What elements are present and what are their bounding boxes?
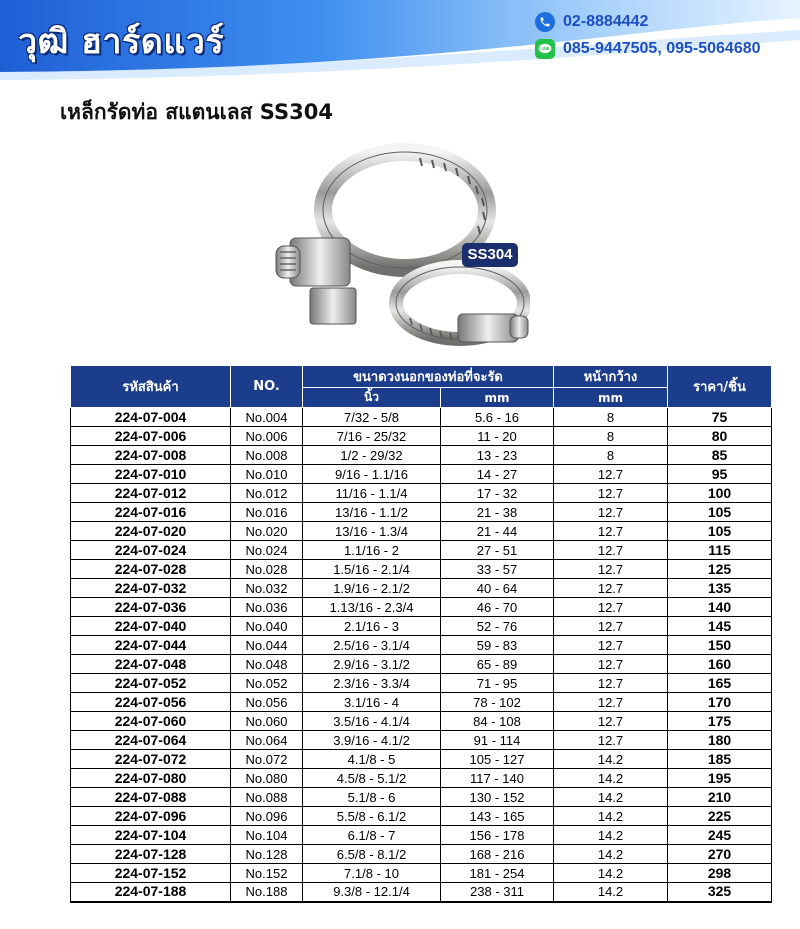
band-width-cell: 12.7 xyxy=(554,693,668,712)
size-mm-cell: 21 - 44 xyxy=(441,522,554,541)
table-row xyxy=(71,788,772,807)
price-cell: 75 xyxy=(668,408,772,427)
price-cell: 170 xyxy=(668,693,772,712)
ss304-badge: SS304 xyxy=(462,243,518,267)
band-width-cell: 12.7 xyxy=(554,503,668,522)
size-mm-cell: 46 - 70 xyxy=(441,598,554,617)
model-no-cell: No.064 xyxy=(231,731,303,750)
product-code-cell: 224-07-020 xyxy=(71,522,231,541)
model-no-cell: No.052 xyxy=(231,674,303,693)
product-code-cell: 224-07-056 xyxy=(71,693,231,712)
price-cell: 165 xyxy=(668,674,772,693)
product-code-cell: 224-07-080 xyxy=(71,769,231,788)
table-row xyxy=(71,541,772,560)
product-code-cell: 224-07-036 xyxy=(71,598,231,617)
model-no-cell: No.056 xyxy=(231,693,303,712)
model-no-cell: No.032 xyxy=(231,579,303,598)
price-cell: 135 xyxy=(668,579,772,598)
size-mm-cell: 59 - 83 xyxy=(441,636,554,655)
product-code-cell: 224-07-032 xyxy=(71,579,231,598)
header-diameter: ขนาดวงนอกของท่อที่จะรัด xyxy=(303,366,554,388)
line-app-icon xyxy=(535,39,555,59)
price-cell: 140 xyxy=(668,598,772,617)
header-width-unit: mm xyxy=(554,388,668,408)
product-code-cell: 224-07-024 xyxy=(71,541,231,560)
size-inch-cell: 1/2 - 29/32 xyxy=(303,446,441,465)
size-inch-cell: 3.5/16 - 4.1/4 xyxy=(303,712,441,731)
line-contact xyxy=(535,39,761,59)
product-code-cell: 224-07-008 xyxy=(71,446,231,465)
price-cell: 245 xyxy=(668,826,772,845)
size-inch-cell: 2.3/16 - 3.3/4 xyxy=(303,674,441,693)
product-code-cell: 224-07-060 xyxy=(71,712,231,731)
band-width-cell: 12.7 xyxy=(554,522,668,541)
price-cell: 180 xyxy=(668,731,772,750)
size-inch-cell: 3.9/16 - 4.1/2 xyxy=(303,731,441,750)
product-code-cell: 224-07-044 xyxy=(71,636,231,655)
size-mm-cell: 13 - 23 xyxy=(441,446,554,465)
header-price: ราคา/ชิ้น xyxy=(668,366,772,408)
table-row xyxy=(71,522,772,541)
band-width-cell: 14.2 xyxy=(554,826,668,845)
size-mm-cell: 33 - 57 xyxy=(441,560,554,579)
band-width-cell: 12.7 xyxy=(554,541,668,560)
price-cell: 175 xyxy=(668,712,772,731)
price-cell: 150 xyxy=(668,636,772,655)
price-cell: 105 xyxy=(668,503,772,522)
table-row xyxy=(71,484,772,503)
size-inch-cell: 1.9/16 - 2.1/2 xyxy=(303,579,441,598)
model-no-cell: No.080 xyxy=(231,769,303,788)
band-width-cell: 14.2 xyxy=(554,864,668,883)
header-width: หน้ากว้าง xyxy=(554,366,668,388)
price-cell: 195 xyxy=(668,769,772,788)
price-cell: 160 xyxy=(668,655,772,674)
product-code-cell: 224-07-028 xyxy=(71,560,231,579)
table-row xyxy=(71,503,772,522)
size-inch-cell: 2.1/16 - 3 xyxy=(303,617,441,636)
band-width-cell: 8 xyxy=(554,427,668,446)
model-no-cell: No.012 xyxy=(231,484,303,503)
size-mm-cell: 130 - 152 xyxy=(441,788,554,807)
band-width-cell: 12.7 xyxy=(554,674,668,693)
band-width-cell: 12.7 xyxy=(554,655,668,674)
size-inch-cell: 9.3/8 - 12.1/4 xyxy=(303,883,441,902)
product-code-cell: 224-07-016 xyxy=(71,503,231,522)
price-cell: 325 xyxy=(668,883,772,902)
size-inch-cell: 4.1/8 - 5 xyxy=(303,750,441,769)
product-code-cell: 224-07-040 xyxy=(71,617,231,636)
table-row xyxy=(71,636,772,655)
band-width-cell: 12.7 xyxy=(554,712,668,731)
band-width-cell: 14.2 xyxy=(554,845,668,864)
size-inch-cell: 7.1/8 - 10 xyxy=(303,864,441,883)
table-row xyxy=(71,579,772,598)
size-inch-cell: 5.1/8 - 6 xyxy=(303,788,441,807)
model-no-cell: No.088 xyxy=(231,788,303,807)
model-no-cell: No.044 xyxy=(231,636,303,655)
band-width-cell: 8 xyxy=(554,408,668,427)
size-inch-cell: 13/16 - 1.3/4 xyxy=(303,522,441,541)
table-row xyxy=(71,560,772,579)
product-code-cell: 224-07-096 xyxy=(71,807,231,826)
table-row xyxy=(71,712,772,731)
table-row xyxy=(71,674,772,693)
phone-contact xyxy=(535,12,648,32)
brand-name: วุฒิ ฮาร์ดแวร์ xyxy=(18,22,225,62)
size-inch-cell: 1.13/16 - 2.3/4 xyxy=(303,598,441,617)
band-width-cell: 14.2 xyxy=(554,788,668,807)
band-width-cell: 12.7 xyxy=(554,560,668,579)
table-row xyxy=(71,731,772,750)
size-inch-cell: 6.1/8 - 7 xyxy=(303,826,441,845)
price-cell: 105 xyxy=(668,522,772,541)
band-width-cell: 12.7 xyxy=(554,484,668,503)
svg-text:LINE: LINE xyxy=(540,46,550,52)
price-cell: 85 xyxy=(668,446,772,465)
table-row xyxy=(71,845,772,864)
product-code-cell: 224-07-052 xyxy=(71,674,231,693)
header-mm: mm xyxy=(441,388,554,408)
table-row xyxy=(71,693,772,712)
product-code-cell: 224-07-128 xyxy=(71,845,231,864)
band-width-cell: 12.7 xyxy=(554,731,668,750)
table-row xyxy=(71,807,772,826)
band-width-cell: 12.7 xyxy=(554,579,668,598)
size-inch-cell: 2.9/16 - 3.1/2 xyxy=(303,655,441,674)
size-mm-cell: 65 - 89 xyxy=(441,655,554,674)
table-row xyxy=(71,617,772,636)
model-no-cell: No.072 xyxy=(231,750,303,769)
phone-icon xyxy=(535,12,555,32)
band-width-cell: 14.2 xyxy=(554,750,668,769)
product-code-cell: 224-07-188 xyxy=(71,883,231,902)
price-cell: 95 xyxy=(668,465,772,484)
size-inch-cell: 6.5/8 - 8.1/2 xyxy=(303,845,441,864)
size-mm-cell: 105 - 127 xyxy=(441,750,554,769)
header-banner xyxy=(0,0,800,80)
model-no-cell: No.060 xyxy=(231,712,303,731)
product-code-cell: 224-07-088 xyxy=(71,788,231,807)
band-width-cell: 12.7 xyxy=(554,465,668,484)
table-row xyxy=(71,446,772,465)
size-mm-cell: 143 - 165 xyxy=(441,807,554,826)
size-inch-cell: 3.1/16 - 4 xyxy=(303,693,441,712)
size-mm-cell: 21 - 38 xyxy=(441,503,554,522)
model-no-cell: No.040 xyxy=(231,617,303,636)
size-mm-cell: 11 - 20 xyxy=(441,427,554,446)
size-inch-cell: 9/16 - 1.1/16 xyxy=(303,465,441,484)
model-no-cell: No.096 xyxy=(231,807,303,826)
size-mm-cell: 168 - 216 xyxy=(441,845,554,864)
product-code-cell: 224-07-048 xyxy=(71,655,231,674)
table-row xyxy=(71,769,772,788)
band-width-cell: 14.2 xyxy=(554,807,668,826)
product-code-cell: 224-07-064 xyxy=(71,731,231,750)
model-no-cell: No.048 xyxy=(231,655,303,674)
model-no-cell: No.016 xyxy=(231,503,303,522)
band-width-cell: 14.2 xyxy=(554,769,668,788)
price-cell: 298 xyxy=(668,864,772,883)
band-width-cell: 14.2 xyxy=(554,883,668,902)
model-no-cell: No.004 xyxy=(231,408,303,427)
line-numbers[interactable]: 085-9447505, 095-5064680 xyxy=(563,40,761,57)
price-table xyxy=(70,365,746,903)
product-code-cell: 224-07-010 xyxy=(71,465,231,484)
model-no-cell: No.020 xyxy=(231,522,303,541)
table-row xyxy=(71,408,772,427)
product-code-cell: 224-07-004 xyxy=(71,408,231,427)
table-row xyxy=(71,465,772,484)
model-no-cell: No.006 xyxy=(231,427,303,446)
model-no-cell: No.152 xyxy=(231,864,303,883)
product-code-cell: 224-07-006 xyxy=(71,427,231,446)
size-mm-cell: 5.6 - 16 xyxy=(441,408,554,427)
price-cell: 115 xyxy=(668,541,772,560)
price-cell: 210 xyxy=(668,788,772,807)
price-cell: 225 xyxy=(668,807,772,826)
size-mm-cell: 238 - 311 xyxy=(441,883,554,902)
table-row xyxy=(71,427,772,446)
table-row xyxy=(71,826,772,845)
price-cell: 125 xyxy=(668,560,772,579)
size-inch-cell: 1.5/16 - 2.1/4 xyxy=(303,560,441,579)
table-row xyxy=(71,598,772,617)
product-code-cell: 224-07-072 xyxy=(71,750,231,769)
product-code-cell: 224-07-104 xyxy=(71,826,231,845)
size-inch-cell: 13/16 - 1.1/2 xyxy=(303,503,441,522)
size-mm-cell: 117 - 140 xyxy=(441,769,554,788)
size-inch-cell: 2.5/16 - 3.1/4 xyxy=(303,636,441,655)
size-mm-cell: 91 - 114 xyxy=(441,731,554,750)
model-no-cell: No.128 xyxy=(231,845,303,864)
size-mm-cell: 40 - 64 xyxy=(441,579,554,598)
header-inch: นิ้ว xyxy=(303,388,441,408)
size-mm-cell: 27 - 51 xyxy=(441,541,554,560)
size-inch-cell: 7/16 - 25/32 xyxy=(303,427,441,446)
size-mm-cell: 181 - 254 xyxy=(441,864,554,883)
table-row xyxy=(71,655,772,674)
size-inch-cell: 7/32 - 5/8 xyxy=(303,408,441,427)
product-code-cell: 224-07-152 xyxy=(71,864,231,883)
table-row xyxy=(71,883,772,902)
product-title: เหล็กรัดท่อ สแตนเลส SS304 xyxy=(60,100,333,124)
size-mm-cell: 71 - 95 xyxy=(441,674,554,693)
size-mm-cell: 156 - 178 xyxy=(441,826,554,845)
size-inch-cell: 4.5/8 - 5.1/2 xyxy=(303,769,441,788)
price-cell: 185 xyxy=(668,750,772,769)
size-inch-cell: 5.5/8 - 6.1/2 xyxy=(303,807,441,826)
price-cell: 100 xyxy=(668,484,772,503)
model-no-cell: No.024 xyxy=(231,541,303,560)
size-mm-cell: 84 - 108 xyxy=(441,712,554,731)
band-width-cell: 12.7 xyxy=(554,636,668,655)
table-row xyxy=(71,750,772,769)
model-no-cell: No.028 xyxy=(231,560,303,579)
phone-number[interactable]: 02-8884442 xyxy=(563,13,649,30)
size-mm-cell: 14 - 27 xyxy=(441,465,554,484)
model-no-cell: No.188 xyxy=(231,883,303,902)
model-no-cell: No.104 xyxy=(231,826,303,845)
model-no-cell: No.010 xyxy=(231,465,303,484)
header-code: รหัสสินค้า xyxy=(71,366,231,408)
price-cell: 145 xyxy=(668,617,772,636)
size-inch-cell: 11/16 - 1.1/4 xyxy=(303,484,441,503)
header-no: NO. xyxy=(231,366,303,408)
band-width-cell: 8 xyxy=(554,446,668,465)
size-mm-cell: 78 - 102 xyxy=(441,693,554,712)
size-mm-cell: 52 - 76 xyxy=(441,617,554,636)
price-cell: 80 xyxy=(668,427,772,446)
model-no-cell: No.008 xyxy=(231,446,303,465)
product-code-cell: 224-07-012 xyxy=(71,484,231,503)
size-mm-cell: 17 - 32 xyxy=(441,484,554,503)
table-row xyxy=(71,864,772,883)
price-cell: 270 xyxy=(668,845,772,864)
size-inch-cell: 1.1/16 - 2 xyxy=(303,541,441,560)
band-width-cell: 12.7 xyxy=(554,617,668,636)
band-width-cell: 12.7 xyxy=(554,598,668,617)
model-no-cell: No.036 xyxy=(231,598,303,617)
